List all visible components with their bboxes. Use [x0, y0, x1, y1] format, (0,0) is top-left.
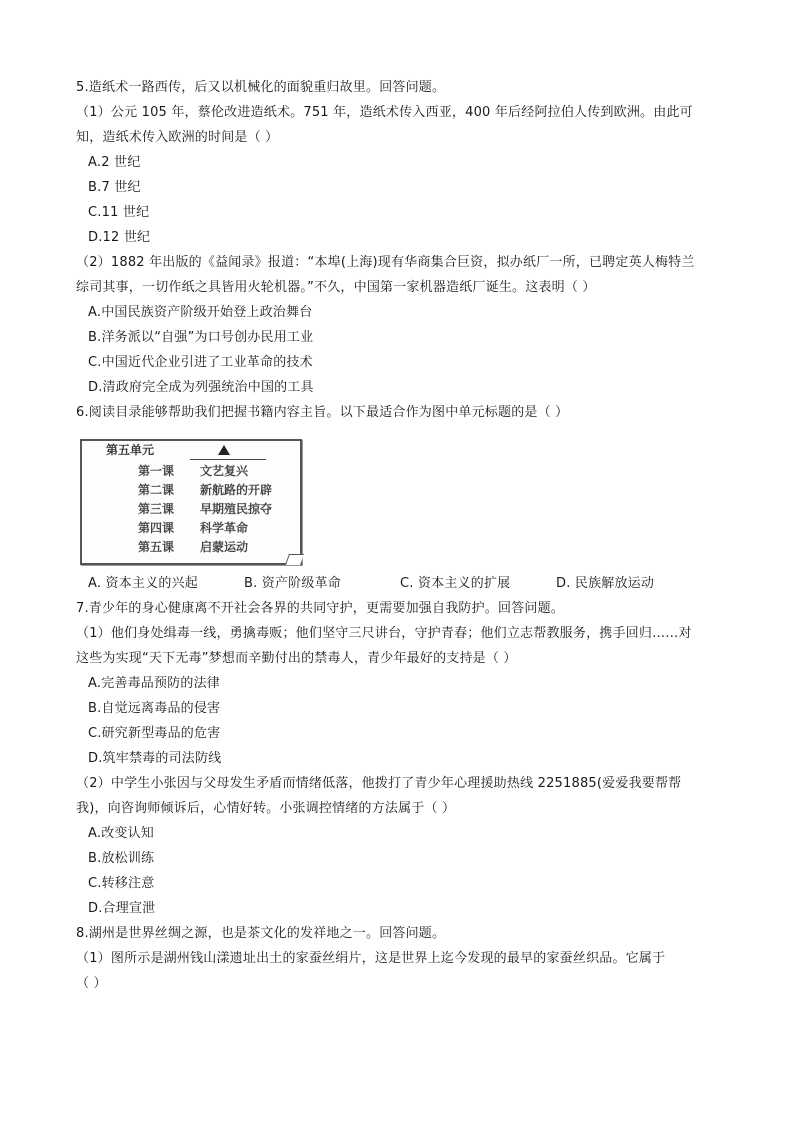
lesson-row	[138, 462, 248, 479]
document-page	[76, 75, 726, 996]
answer-option: D.清政府完全成为列强统治中国的工具	[88, 380, 314, 395]
lesson-row	[138, 519, 248, 536]
lesson-row	[138, 538, 248, 555]
answer-option: A.完善毒品预防的法律	[88, 676, 220, 691]
answer-option: B.放松训练	[88, 851, 155, 866]
blank-triangle-marker	[218, 445, 230, 455]
lesson-title: 启蒙运动	[200, 540, 249, 554]
answer-option: A.改变认知	[88, 826, 154, 841]
answer-option: B.洋务派以“自强”为口号创办民用工业	[88, 330, 314, 345]
answer-option: C.中国近代企业引进了工业革命的技术	[88, 355, 313, 370]
answer-option: A.中国民族资产阶级开始登上政治舞台	[88, 305, 313, 320]
lesson-number: 第三课	[138, 502, 175, 516]
answer-option: C. 资本主义的扩展	[400, 576, 511, 591]
answer-option: C.转移注意	[88, 876, 155, 891]
sub-question-text: 知，造纸术传入欧洲的时间是（ ）	[76, 130, 279, 145]
sub-question-text: （1）公元 105 年，蔡伦改进造纸术。751 年，造纸术传入西亚，400 年后经阿拉伯人传到欧洲。由此可	[76, 105, 693, 120]
question-stem: 6.阅读目录能够帮助我们把握书籍内容主旨。以下最适合作为图中单元标题的是（ ）	[76, 405, 569, 420]
lesson-row	[138, 481, 272, 498]
sub-question-text: （ ）	[76, 976, 107, 991]
lesson-title: 科学革命	[200, 521, 249, 535]
blank-underline	[190, 459, 266, 460]
answer-option: D.12 世纪	[88, 230, 151, 245]
sub-question-text: （1）他们身处缉毒一线，勇擒毒贩；他们坚守三尺讲台，守护青春；他们立志帮教服务，携手回归……对	[76, 626, 692, 641]
sub-question-text: （2）1882 年出版的《益闻录》报道：“本埠(上海)现有华商集合巨资，拟办纸厂一所，已聘定英人梅特兰	[76, 255, 695, 270]
answer-option: C.11 世纪	[88, 205, 150, 220]
lesson-number: 第五课	[138, 540, 175, 554]
answer-option: D.筑牢禁毒的司法防线	[88, 751, 222, 766]
sub-question-text: 我)，向咨询师倾诉后，心情好转。小张调控情绪的方法属于（ ）	[76, 801, 456, 816]
question-stem: 7.青少年的身心健康离不开社会各界的共同守护，更需要加强自我防护。回答问题。	[76, 601, 565, 616]
lesson-title: 新航路的开辟	[200, 483, 273, 497]
sub-question-text: 这些为实现“天下无毒”梦想而辛勤付出的禁毒人，青少年最好的支持是（ ）	[76, 651, 517, 666]
table-of-contents-figure	[78, 435, 304, 567]
sub-question-text: 综司其事，一切作纸之具皆用火轮机器。”不久，中国第一家机器造纸厂诞生。这表明（ ）	[76, 280, 596, 295]
sub-question-text: （1）图所示是湖州钱山漾遗址出土的家蚕丝绢片，这是世界上迄今发现的最早的家蚕丝织品。它属于	[76, 951, 666, 966]
answer-option: B.7 世纪	[88, 180, 141, 195]
question-stem: 8.湖州是世界丝绸之源，也是茶文化的发祥地之一。回答问题。	[76, 926, 446, 941]
unit-title: 第五单元	[106, 443, 155, 457]
lesson-title: 文艺复兴	[200, 464, 249, 478]
option-row	[76, 571, 726, 596]
answer-option: B.自觉远离毒品的侵害	[88, 701, 221, 716]
lesson-number: 第二课	[138, 483, 175, 497]
lesson-row	[138, 500, 272, 517]
answer-option: D.合理宣泄	[88, 901, 156, 916]
answer-option: A.2 世纪	[88, 155, 141, 170]
lesson-title: 早期殖民掠夺	[200, 502, 273, 516]
lesson-number: 第一课	[138, 464, 175, 478]
answer-option: A. 资本主义的兴起	[88, 576, 198, 591]
answer-option: C.研究新型毒品的危害	[88, 726, 221, 741]
answer-option: D. 民族解放运动	[556, 576, 655, 591]
question-stem: 5.造纸术一路西传，后又以机械化的面貌重归故里。回答问题。	[76, 80, 446, 95]
lesson-number: 第四课	[138, 521, 175, 535]
answer-option: B. 资产阶级革命	[244, 576, 341, 591]
sub-question-text: （2）中学生小张因与父母发生矛盾而情绪低落，他拨打了青少年心理援助热线 2251885(爱爱我要帮帮	[76, 776, 682, 791]
